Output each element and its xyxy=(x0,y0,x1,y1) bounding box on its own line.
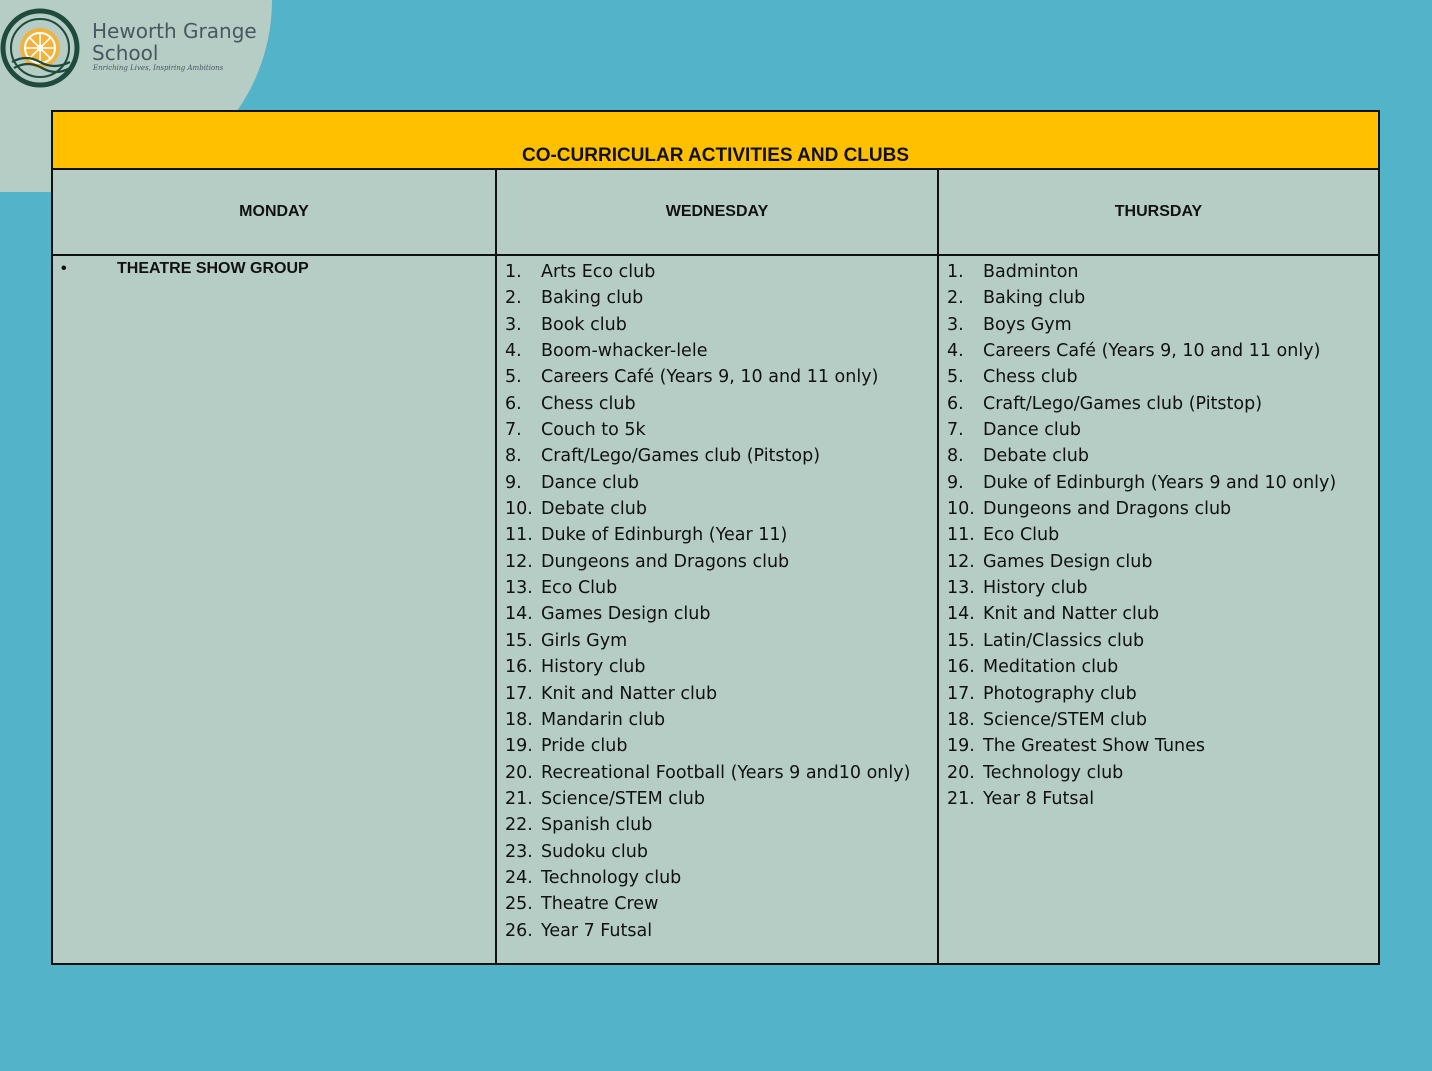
list-item xyxy=(61,260,309,278)
list-item: 11. Duke of Edinburgh (Year 11) xyxy=(505,525,788,546)
list-item-label: Games Design club xyxy=(983,551,1153,572)
list-item: 24. Technology club xyxy=(505,867,682,888)
list-item-label: Dance club xyxy=(541,472,639,493)
list-item: 11. Eco Club xyxy=(947,525,1060,546)
list-item-label: Chess club xyxy=(983,367,1078,388)
list-item-label: History club xyxy=(541,657,646,678)
list-item: 5. Chess club xyxy=(947,367,1078,388)
school-tagline: Enriching Lives, Inspiring Ambitions xyxy=(93,64,224,72)
list-item: 12. Dungeons and Dragons club xyxy=(505,551,790,572)
list-item-label: Girls Gym xyxy=(541,630,628,651)
thursday-column xyxy=(939,256,1378,963)
list-item-label: Duke of Edinburgh (Year 11) xyxy=(541,525,788,546)
list-item-label: Science/STEM club xyxy=(983,709,1147,730)
list-item-label: Technology club xyxy=(541,867,682,888)
list-item: 9. Dance club xyxy=(505,472,639,493)
wednesday-club-list xyxy=(505,259,910,944)
list-item-label: Recreational Football (Years 9 and10 only) xyxy=(541,762,911,783)
list-item: 7. Couch to 5k xyxy=(505,420,646,441)
list-item-label: Duke of Edinburgh (Years 9 and 10 only) xyxy=(983,472,1337,493)
thursday-club-list xyxy=(947,259,1336,812)
list-item: 4. Boom-whacker-lele xyxy=(505,341,708,362)
list-item: 4. Careers Café (Years 9, 10 and 11 only) xyxy=(947,341,1321,362)
list-item: 7. Dance club xyxy=(947,420,1081,441)
wednesday-column xyxy=(497,256,937,963)
list-item-label: Debate club xyxy=(541,499,647,520)
list-item: 16. History club xyxy=(505,657,646,678)
list-item: 17. Knit and Natter club xyxy=(505,683,718,704)
list-item-label: Year 7 Futsal xyxy=(541,920,653,941)
list-item-label: Arts Eco club xyxy=(541,262,656,282)
table-title: CO-CURRICULAR ACTIVITIES AND CLUBS xyxy=(521,145,910,166)
bullet-icon: • xyxy=(61,260,67,277)
list-item: 5. Careers Café (Years 9, 10 and 11 only) xyxy=(505,367,879,388)
list-item-label: Photography club xyxy=(983,683,1137,704)
list-item: 19. Pride club xyxy=(505,736,628,757)
list-item: 2. Baking club xyxy=(947,288,1086,309)
list-item-label: Boys Gym xyxy=(983,314,1072,335)
list-item-label: Eco Club xyxy=(983,525,1060,546)
list-item-label: Book club xyxy=(541,314,627,335)
list-item-label: Mandarin club xyxy=(541,709,666,730)
list-item: 6. Chess club xyxy=(505,393,636,414)
list-item: 18. Science/STEM club xyxy=(947,709,1147,730)
list-item-label: Theatre Crew xyxy=(541,894,659,915)
list-item: 14. Knit and Natter club xyxy=(947,604,1160,625)
list-item-label: Chess club xyxy=(541,393,636,414)
list-item-label: Dungeons and Dragons club xyxy=(983,499,1232,520)
list-item-label: Latin/Classics club xyxy=(983,630,1145,651)
list-item: 17. Photography club xyxy=(947,683,1137,704)
list-item: 10. Dungeons and Dragons club xyxy=(947,499,1232,520)
column-header-monday: MONDAY xyxy=(239,203,309,220)
list-item: 15. Latin/Classics club xyxy=(947,630,1145,651)
list-item-label: THEATRE SHOW GROUP xyxy=(117,260,309,277)
list-item: 21. Year 8 Futsal xyxy=(947,788,1095,809)
list-item: 14. Games Design club xyxy=(505,604,711,625)
list-item-label: Dungeons and Dragons club xyxy=(541,551,790,572)
list-item-label: History club xyxy=(983,578,1088,599)
list-item: 18. Mandarin club xyxy=(505,709,666,730)
activities-table xyxy=(51,110,1380,965)
list-item: 22. Spanish club xyxy=(505,815,653,836)
list-item: 6. Craft/Lego/Games club (Pitstop) xyxy=(947,393,1263,414)
list-item: 26. Year 7 Futsal xyxy=(505,920,653,941)
list-item: 13. History club xyxy=(947,578,1088,599)
table-title-bar xyxy=(53,112,1378,170)
list-item-label: Eco Club xyxy=(541,578,618,599)
list-item: 19. The Greatest Show Tunes xyxy=(947,736,1206,757)
list-item-label: Science/STEM club xyxy=(541,788,705,809)
list-item-label: Pride club xyxy=(541,736,628,757)
list-item: 25. Theatre Crew xyxy=(505,894,659,915)
list-item: 1. Arts Eco club xyxy=(505,262,656,282)
list-item: 9. Duke of Edinburgh (Years 9 and 10 only) xyxy=(947,472,1337,493)
list-item: 16. Meditation club xyxy=(947,657,1119,678)
list-item-label: Knit and Natter club xyxy=(983,604,1160,625)
list-item: 3. Boys Gym xyxy=(947,314,1072,335)
list-item-label: Boom-whacker-lele xyxy=(541,341,708,362)
list-item-label: Couch to 5k xyxy=(541,420,646,441)
list-item-label: Meditation club xyxy=(983,657,1119,678)
list-item-label: Badminton xyxy=(983,262,1079,282)
monday-column xyxy=(53,256,495,963)
list-item-label: Baking club xyxy=(541,288,644,309)
list-item: 8. Craft/Lego/Games club (Pitstop) xyxy=(505,446,821,467)
list-item-label: Sudoku club xyxy=(541,841,648,862)
school-name: Heworth Grange xyxy=(92,19,257,43)
list-item: 3. Book club xyxy=(505,314,627,335)
list-item-label: Technology club xyxy=(983,762,1124,783)
list-item-label: Dance club xyxy=(983,420,1081,441)
school-name-line-2: School xyxy=(92,41,159,65)
list-item-label: Debate club xyxy=(983,446,1089,467)
list-item-label: Year 8 Futsal xyxy=(983,788,1095,809)
list-item-label: Games Design club xyxy=(541,604,711,625)
list-item: 13. Eco Club xyxy=(505,578,618,599)
list-item-label: Spanish club xyxy=(541,815,653,836)
list-item: 21. Science/STEM club xyxy=(505,788,705,809)
list-item-label: Baking club xyxy=(983,288,1086,309)
list-item-label: Craft/Lego/Games club (Pitstop) xyxy=(983,393,1263,414)
list-item-label: Craft/Lego/Games club (Pitstop) xyxy=(541,446,821,467)
list-item: 20. Recreational Football (Years 9 and10 only) xyxy=(505,762,911,783)
list-item: 20. Technology club xyxy=(947,762,1124,783)
list-item: 1. Badminton xyxy=(947,262,1079,282)
list-item: 12. Games Design club xyxy=(947,551,1153,572)
list-item-label: Careers Café (Years 9, 10 and 11 only) xyxy=(541,367,879,388)
school-logo-icon xyxy=(0,8,86,88)
list-item: 8. Debate club xyxy=(947,446,1089,467)
column-header-thursday: THURSDAY xyxy=(1114,203,1203,220)
table-header-row xyxy=(53,170,1378,256)
list-item: 15. Girls Gym xyxy=(505,630,628,651)
list-item-label: The Greatest Show Tunes xyxy=(983,736,1206,757)
list-item-label: Careers Café (Years 9, 10 and 11 only) xyxy=(983,341,1321,362)
list-item-label: Knit and Natter club xyxy=(541,683,718,704)
list-item: 23. Sudoku club xyxy=(505,841,648,862)
list-item: 10. Debate club xyxy=(505,499,647,520)
column-header-wednesday: WEDNESDAY xyxy=(665,203,769,220)
list-item: 2. Baking club xyxy=(505,288,644,309)
